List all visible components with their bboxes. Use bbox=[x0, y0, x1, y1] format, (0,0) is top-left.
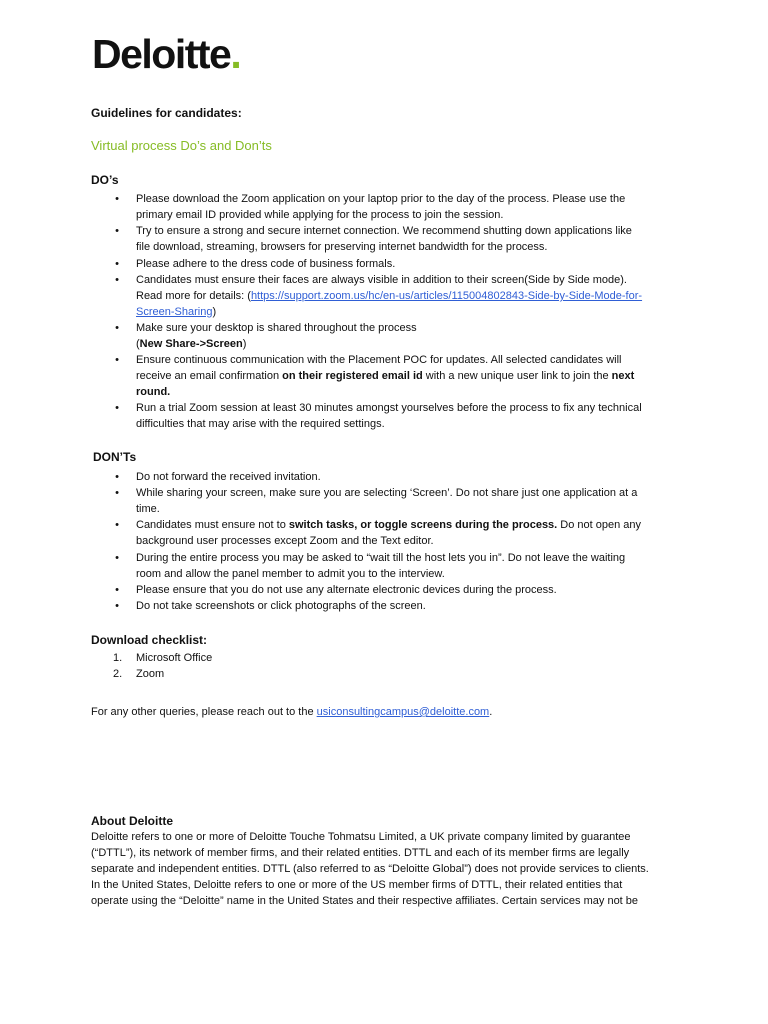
dos-item-6-line-1: Ensure continuous communication with the Placement POC for updates. All selected candidates will bbox=[136, 354, 622, 366]
about-line: separate and independent entities. DTTL (also referred to as “Deloitte Global”) does not provide services to clients. bbox=[91, 863, 649, 875]
about-line: Deloitte refers to one or more of Deloitte Touche Tohmatsu Limited, a UK private company limited by guarantee bbox=[91, 831, 631, 843]
dos-item-1-line-1: Please download the Zoom application on your laptop prior to the day of the process. Please use the bbox=[136, 193, 626, 205]
about-line: In the United States, Deloitte refers to one or more of the US member firms of DTTL, their related entities that bbox=[91, 879, 623, 891]
donts-item-3-text-b: Do not open any bbox=[557, 519, 642, 531]
dos-item-3-line-1: Please adhere to the dress code of business formals. bbox=[136, 258, 396, 270]
donts-item-4-line-2: room and allow the panel member to admit you to the interview. bbox=[136, 568, 445, 580]
dos-item-6-line-2 bbox=[136, 368, 634, 384]
checklist-heading: Download checklist: bbox=[91, 633, 208, 647]
contact-line bbox=[91, 704, 492, 720]
donts-item-2-line-1: While sharing your screen, make sure you are selecting ‘Screen’. Do not share just one application at a bbox=[136, 487, 638, 499]
donts-item-5-line-1: Please ensure that you do not use any alternate electronic devices during the process. bbox=[136, 584, 557, 596]
donts-item-3-line-1 bbox=[136, 517, 641, 533]
dos-heading: DO’s bbox=[91, 173, 119, 187]
dos-item-6-bold-b: next bbox=[611, 370, 635, 382]
paren-close: ) bbox=[242, 338, 247, 350]
checklist-item: Microsoft Office bbox=[136, 652, 213, 664]
section-subtitle: Virtual process Do’s and Don’ts bbox=[91, 138, 272, 153]
bullet-icon: • bbox=[115, 519, 119, 531]
donts-item-3-bold: switch tasks, or toggle screens during the process. bbox=[288, 519, 558, 531]
dos-item-6-bold-a: on their registered email id bbox=[282, 370, 423, 382]
donts-item-3-line-2: background user processes except Zoom and the Text editor. bbox=[136, 535, 434, 547]
dos-item-2-line-1: Try to ensure a strong and secure internet connection. We recommend shutting down applications like bbox=[136, 225, 632, 237]
bullet-icon: • bbox=[115, 354, 119, 366]
about-heading: About Deloitte bbox=[91, 814, 173, 828]
contact-text: For any other queries, please reach out to the bbox=[91, 706, 317, 718]
bullet-icon: • bbox=[115, 274, 119, 286]
dos-item-4-line-3 bbox=[136, 304, 216, 320]
logo-dot: . bbox=[230, 31, 241, 77]
dos-item-7-line-2: difficulties that may arise with the required settings. bbox=[136, 418, 385, 430]
dos-item-4-suffix: ) bbox=[212, 306, 217, 318]
contact-email-link[interactable]: usiconsultingcampus@deloitte.com bbox=[316, 706, 490, 718]
bullet-icon: • bbox=[115, 487, 119, 499]
dos-item-1-line-2: primary email ID provided while applying for the process to join the session. bbox=[136, 209, 504, 221]
donts-item-2-line-2: time. bbox=[136, 503, 160, 515]
donts-item-4-line-1: During the entire process you may be asked to “wait till the host lets you in”. Do not leave the waiting bbox=[136, 552, 626, 564]
about-line: (“DTTL”), its network of member firms, and their related entities. DTTL and each of its member firms are legally bbox=[91, 847, 630, 859]
dos-item-7-line-1: Run a trial Zoom session at least 30 minutes amongst yourselves before the process to fix any technical bbox=[136, 402, 642, 414]
logo-wordmark: Deloitte bbox=[92, 31, 231, 77]
donts-item-6-line-1: Do not take screenshots or click photographs of the screen. bbox=[136, 600, 426, 612]
dos-item-6-line-3 bbox=[136, 384, 170, 400]
dos-item-4-line-2 bbox=[136, 288, 642, 304]
dos-item-4-prefix: Read more for details: ( bbox=[136, 290, 251, 302]
dos-item-6-bold-c: round. bbox=[136, 386, 171, 398]
bullet-icon: • bbox=[115, 471, 119, 483]
checklist-number: 1. bbox=[113, 652, 123, 664]
checklist-item: Zoom bbox=[136, 668, 165, 680]
bullet-icon: • bbox=[115, 552, 119, 564]
zoom-side-by-side-link-cont[interactable]: Screen-Sharing bbox=[136, 306, 213, 318]
new-share-screen-text: New Share->Screen bbox=[139, 338, 243, 350]
contact-period: . bbox=[489, 706, 493, 718]
dos-item-2-line-2: file download, streaming, browsers for preserving internet bandwidth for the process. bbox=[136, 241, 548, 253]
dos-item-5-line-2 bbox=[136, 336, 246, 352]
zoom-side-by-side-link[interactable]: https://support.zoom.us/hc/en-us/articles/115004802843-Side-by-Side-Mode-for- bbox=[250, 290, 643, 302]
about-line: operate using the “Deloitte” name in the United States and their respective affiliates. Certain services may not be bbox=[91, 895, 639, 907]
checklist-number: 2. bbox=[113, 668, 123, 680]
dos-item-4-line-1: Candidates must ensure their faces are always visible in addition to their screen(Side by Side mode). bbox=[136, 274, 627, 286]
bullet-icon: • bbox=[115, 225, 119, 237]
bullet-icon: • bbox=[115, 584, 119, 596]
donts-item-3-text-a: Candidates must ensure not to bbox=[136, 519, 289, 531]
bullet-icon: • bbox=[115, 322, 119, 334]
donts-item-1-line-1: Do not forward the received invitation. bbox=[136, 471, 321, 483]
page-title: Guidelines for candidates: bbox=[91, 106, 242, 120]
paren-open: ( bbox=[136, 338, 140, 350]
bullet-icon: • bbox=[115, 193, 119, 205]
dos-item-5-line-1: Make sure your desktop is shared throughout the process bbox=[136, 322, 417, 334]
dos-item-6-text-b: with a new unique user link to join the bbox=[422, 370, 612, 382]
bullet-icon: • bbox=[115, 600, 119, 612]
bullet-icon: • bbox=[115, 258, 119, 270]
donts-heading: DON’Ts bbox=[93, 450, 137, 464]
dos-item-6-text-a: receive an email confirmation bbox=[136, 370, 283, 382]
bullet-icon: • bbox=[115, 402, 119, 414]
deloitte-logo bbox=[92, 30, 240, 78]
